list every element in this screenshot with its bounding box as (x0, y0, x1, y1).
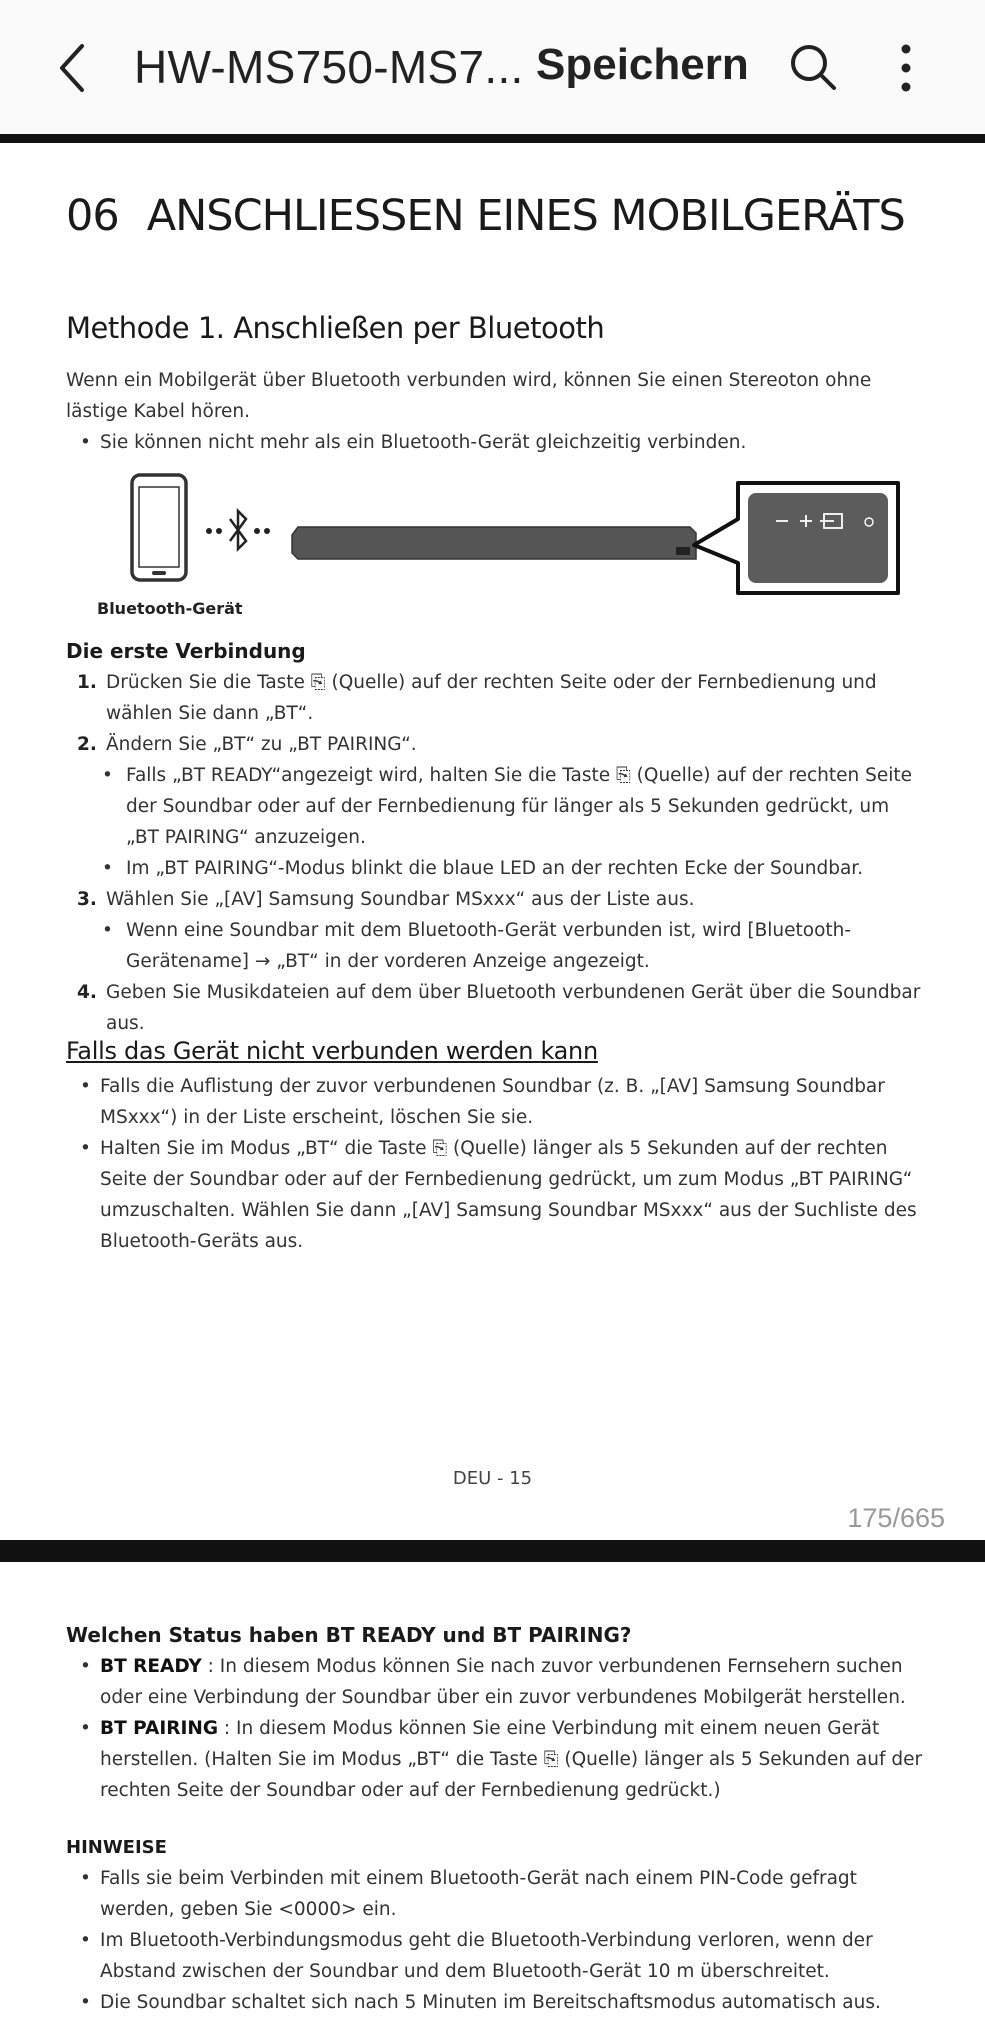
list-item: • Falls sie beim Verbinden mit einem Bluetooth-Gerät nach einem PIN-Code gefragt werden, geben Sie <0000> ein. (66, 1863, 926, 1925)
back-arrow-icon[interactable] (52, 40, 96, 96)
step-2: 2. Ändern Sie „BT“ zu „BT PAIRING“. (77, 734, 417, 755)
list-item: • Halten Sie im Modus „BT“ die Taste ⎘ (Quelle) länger als 5 Sekunden auf der rechten Seite der Soundbar oder auf der Fernbedienung gedrückt, um zum Modus „BT PAIRING“ umzuschalten. Wählen Sie dann „[AV] Samsung Soundbar MSxxx“ aus der Suchliste des Bluetooth-Geräts aus. (66, 1133, 926, 1257)
list-item: • BT READY : In diesem Modus können Sie nach zuvor verbundenen Fernsehern suchen oder eine Verbindung der Soundbar über ein zuvor verbundenes Mobilgerät herstellen. (66, 1651, 926, 1713)
chapter-number: 06 (66, 191, 119, 241)
intro-paragraph: Wenn ein Mobilgerät über Bluetooth verbunden wird, können Sie einen Stereoton ohne lästige Kabel hören. (66, 370, 872, 422)
more-vertical-icon[interactable] (892, 40, 920, 96)
document-page-15 (0, 143, 985, 1540)
chapter-heading (66, 191, 905, 241)
first-connection-section (66, 636, 926, 1039)
notes-section (66, 1832, 926, 2018)
app-bar (0, 0, 985, 134)
troubleshoot-section (66, 1036, 926, 1257)
intro-block (66, 365, 926, 458)
chapter-title: ANSCHLIESSEN EINES MOBILGERÄTS (146, 191, 905, 241)
phone-icon (132, 475, 186, 580)
list-item: • Im Bluetooth-Verbindungsmodus geht die Bluetooth-Verbindung verloren, wenn der Abstand zwischen der Soundbar und dem Bluetooth-Gerät 10 m überschreitet. (66, 1925, 926, 1987)
page-counter: 175/665 (847, 1503, 945, 1533)
list-item: • Falls die Auflistung der zuvor verbundenen Soundbar (z. B. „[AV] Samsung Soundbar MSxxx“) in der Liste erscheint, löschen Sie sie. (66, 1071, 926, 1133)
list-item: • Im „BT PAIRING“-Modus blinkt die blaue LED an der rechten Ecke der Soundbar. (66, 853, 926, 884)
notes-bullets (66, 1863, 926, 2018)
connection-illustration (90, 463, 910, 613)
toolbar-divider (0, 134, 985, 143)
list-item: • Falls „BT READY“angezeigt wird, halten Sie die Taste ⎘ (Quelle) auf der rechten Seite der Soundbar oder auf der Fernbedienung für länger als 5 Sekunden gedrückt, um „BT PAIRING“ anzuzeigen. (66, 760, 926, 853)
step-1: 1. Drücken Sie die Taste ⎘ (Quelle) auf der rechten Seite oder der Fernbedienung und wählen Sie dann „BT“. (77, 672, 877, 724)
bluetooth-device-label: Bluetooth-Gerät (97, 599, 243, 618)
connection-steps (66, 667, 926, 1039)
save-button[interactable]: Speichern (536, 40, 749, 89)
search-icon[interactable] (788, 40, 838, 94)
troubleshoot-bullets (66, 1071, 926, 1257)
intro-bullet: • Sie können nicht mehr als ein Bluetooth-Gerät gleichzeitig verbinden. (66, 427, 926, 458)
step-2-bullets (66, 760, 926, 884)
status-heading: Welchen Status haben BT READY und BT PAIRING? (66, 1623, 632, 1647)
step-3: 3. Wählen Sie „[AV] Samsung Soundbar MSxxx“ aus der Liste aus. (77, 889, 695, 910)
method-heading: Methode 1. Anschließen per Bluetooth (66, 311, 605, 345)
document-title: HW-MS750-MS7... (134, 41, 524, 93)
page-gap (0, 1540, 985, 1562)
list-item: • Wenn eine Soundbar mit dem Bluetooth-Gerät verbunden ist, wird [Bluetooth-Gerätename] → „BT“ in der vorderen Anzeige angezeigt. (66, 915, 926, 977)
first-connection-heading: Die erste Verbindung (66, 639, 306, 663)
status-bullets (66, 1651, 926, 1806)
soundbar-panel-callout (694, 483, 898, 593)
page-number: DEU - 15 (452, 1468, 533, 1489)
notes-heading: HINWEISE (66, 1837, 167, 1858)
status-section (66, 1620, 926, 1806)
step-4: 4. Geben Sie Musikdateien auf dem über Bluetooth verbundenen Gerät über die Soundbar aus. (77, 982, 921, 1034)
list-item: • BT PAIRING : In diesem Modus können Sie eine Verbindung mit einem neuen Gerät herstellen. (Halten Sie im Modus „BT“ die Taste ⎘ (Quelle) länger als 5 Sekunden auf der rechten Seite der Soundbar oder auf der Fernbedienung gedrückt.) (66, 1713, 926, 1806)
bluetooth-icon (206, 511, 270, 549)
step-3-bullets (66, 915, 926, 977)
soundbar-icon (292, 527, 696, 559)
troubleshoot-heading: Falls das Gerät nicht verbunden werden kann (66, 1037, 598, 1065)
document-page-16 (0, 1562, 985, 2013)
list-item: • Die Soundbar schaltet sich nach 5 Minuten im Bereitschaftsmodus automatisch aus. (66, 1987, 926, 2018)
